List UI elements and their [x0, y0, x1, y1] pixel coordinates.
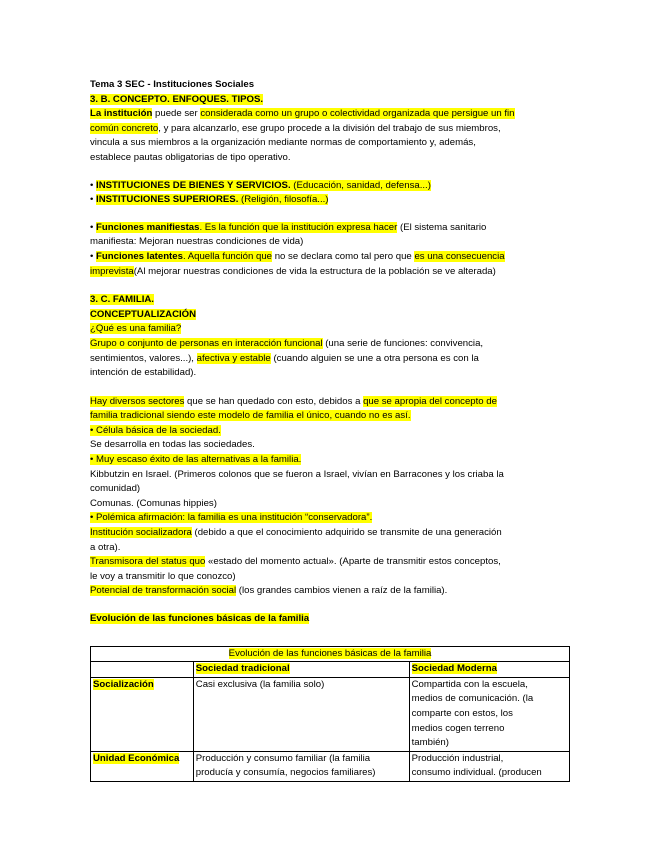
section-heading-c: 3. C. FAMILIA.	[90, 294, 154, 306]
row-label: Socialización	[91, 677, 194, 751]
table-header-tradicional: Sociedad tradicional	[193, 662, 409, 678]
institucion-paragraph: La institución puede ser considerada como un grupo o colectividad organizada que persigue un fin común concreto, y para alcanzarlo, ese grupo procede a la división del trabajo de sus miembros, vincula a sus miembros a la organización mediante normas de comportamiento y, además, establece pautas obligatorias de tipo operativo.	[90, 108, 515, 163]
kibbutzin-text: Kibbutzin en Israel. (Primeros colonos que se fueron a Israel, vivían en Barracones y los criaba la comunidad)	[90, 468, 504, 495]
table-row	[91, 751, 570, 781]
celula-text: Se desarrolla en todas las sociedades.	[90, 439, 255, 451]
institucion-socializadora: Institución socializadora (debido a que el conocimiento adquirido se transmite de una generación a otra).	[90, 527, 502, 553]
cell-moderna: Compartida con la escuela, medios de comunicación. (la comparte con estos, los medios cogen terreno también)	[409, 677, 569, 751]
familia-question: ¿Qué es una familia?	[90, 323, 182, 335]
table-title-row	[91, 646, 570, 662]
table-header-moderna: Sociedad Moderna	[409, 662, 569, 678]
tipo-superiores: • INSTITUCIONES SUPERIORES. (Religión, filosofía...)	[90, 194, 329, 206]
table-title: Evolución de las funciones básicas de la familia	[91, 646, 570, 662]
familia-definition: Grupo o conjunto de personas en interacción funcional (una serie de funciones: convivencia, sentimientos, valores...), afectiva y estable (cuando alguien se une a otra persona es con la intención de estabilidad).	[90, 337, 484, 379]
table-row	[91, 677, 570, 751]
comunas-text: Comunas. (Comunas hippies)	[90, 497, 217, 509]
potencial-transformacion: Potencial de transformación social (los grandes cambios vienen a raíz de la familia).	[90, 585, 448, 597]
section-heading-b: 3. B. CONCEPTO. ENFOQUES. TIPOS.	[90, 93, 264, 105]
escaso-exito: • Muy escaso éxito de las alternativas a la familia.	[90, 454, 302, 466]
polemica-afirmacion: • Polémica afirmación: la familia es una institución “conservadora”.	[90, 512, 373, 524]
row-label: Unidad Económica	[91, 751, 194, 781]
conceptualizacion-heading: CONCEPTUALIZACIÓN	[90, 308, 197, 320]
cell-moderna: Producción industrial, consumo individual. (producen	[409, 751, 569, 781]
table-header-empty	[91, 662, 194, 678]
celula-basica: • Célula básica de la sociedad.	[90, 424, 221, 436]
transmisora-status-quo: Transmisora del status quo «estado del momento actual». (Aparte de transmitir estos conceptos, le voy a transmitir lo que conozco)	[90, 556, 501, 582]
evolucion-heading: Evolución de las funciones básicas de la familia	[90, 613, 310, 624]
cell-tradicional: Producción y consumo familiar (la familia producía y consumía, negocios familiares)	[193, 751, 409, 781]
evolucion-table	[90, 646, 570, 782]
institucion-term: La institución	[90, 108, 153, 120]
sectores-paragraph: Hay diversos sectores que se han quedado con esto, debidos a que se apropia del concepto de familia tradicional siendo este modelo de familia el único, cuando no es así.	[90, 395, 497, 422]
table-header-row	[91, 662, 570, 678]
tipo-bienes-servicios: • INSTITUCIONES DE BIENES Y SERVICIOS. (Educación, sanidad, defensa...)	[90, 179, 431, 191]
doc-title: Tema 3 SEC - Instituciones Sociales	[90, 79, 255, 90]
document-page	[90, 78, 570, 782]
cell-tradicional: Casi exclusiva (la familia solo)	[193, 677, 409, 751]
funciones-manifiestas: • Funciones manifiestas. Es la función que la institución expresa hacer (El sistema sanitario manifiesta: Mejoran nuestras condiciones de vida)	[90, 221, 487, 248]
funciones-latentes: • Funciones latentes. Aquella función que no se declara como tal pero que es una consecuencia imprevista(Al mejorar nuestras condiciones de vida la estructura de la población se ve alterada)	[90, 250, 505, 277]
